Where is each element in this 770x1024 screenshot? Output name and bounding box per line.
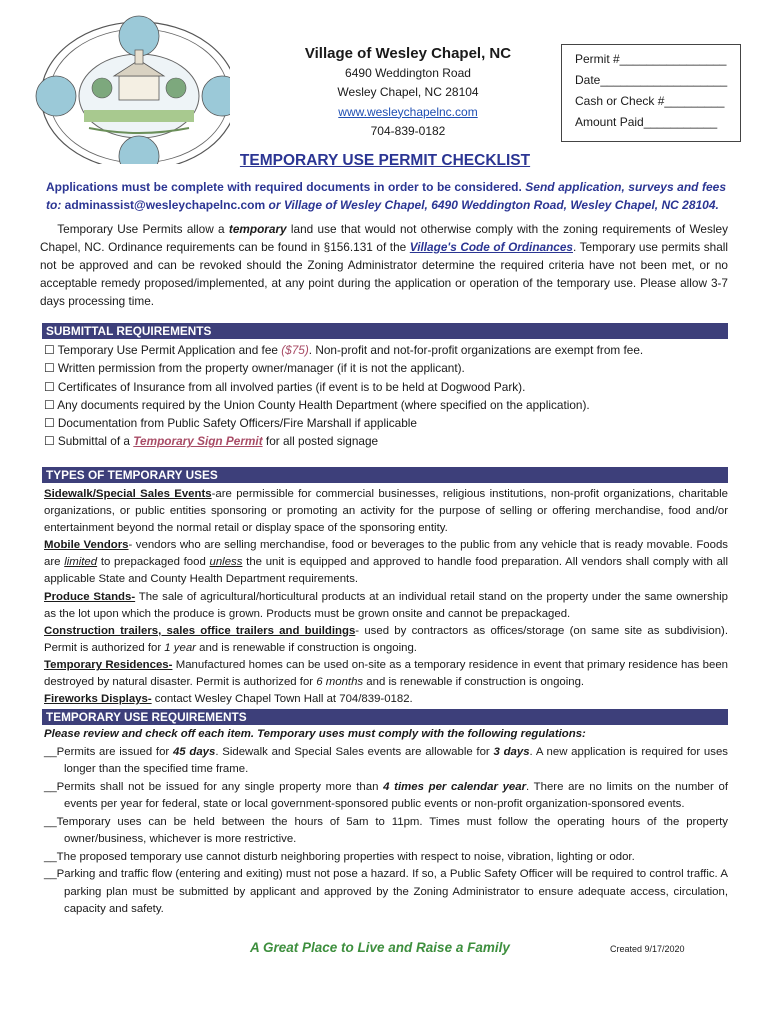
submittal-item-insurance[interactable]: ☐ Certificates of Insurance from all involved parties (if event is to be held at Dogwood Park). [44,379,526,394]
para-temporary: temporary [228,222,287,236]
address-line-2: Wesley Chapel, NC 28104 [337,85,479,99]
instructions-to: to: [46,198,62,212]
phone-number: 704-839-0182 [370,124,446,138]
created-date: Created 9/17/2020 [610,944,685,954]
requirement-disturbance[interactable]: __The proposed temporary use cannot disturb neighboring properties with respect to noise, vibration, lighting or odor. [44,850,635,863]
para-text-3: . Temporary use permits shall not be approved and can be revoked should the Zoning Administrator determine the required criteria have not been met, or no acceptable remedy proposed/implemented, at any point during the application or operation of the temporary use. Please allow 3-7 days processing time. [40,240,729,308]
village-seal-logo [14,14,230,164]
submittal-item-safety-docs[interactable]: ☐ Documentation from Public Safety Officers/Fire Marshall if applicable [44,416,417,431]
code-of-ordinances-link[interactable]: Village's Code of Ordinances [409,240,573,254]
permit-office-box [561,44,741,142]
types-heading: TYPES OF TEMPORARY USES [42,467,728,483]
submittal-item-fee[interactable]: ☐ Temporary Use Permit Application and fee ($75). Non-profit and not-for-profit organizations are exempt from fee. [44,343,644,357]
requirements-lead: Please review and check off each item. Temporary uses must comply with the following regulations: [44,728,586,740]
submittal-item-health-dept[interactable]: ☐ Any documents required by the Union County Health Department (where specified on the application). [44,397,590,412]
email-link[interactable]: adminassist@wesleychapelnc.com [64,198,266,212]
intro-paragraph [40,220,728,310]
requirement-hours[interactable]: __Temporary uses can be held between the hours of 5am to 11pm. Times must follow the operating hours of the property owner/business, whichever is more restrictive. [44,815,728,845]
date-field[interactable]: Date___________________ [575,73,728,87]
amount-paid-field[interactable]: Amount Paid___________ [575,115,718,129]
document-title: TEMPORARY USE PERMIT CHECKLIST [239,152,531,169]
submittal-item-permission[interactable]: ☐ Written permission from the property owner/manager (if it is not the applicant). [44,361,465,376]
requirements-list [44,726,728,919]
para-text-1: Temporary Use Permits allow a [57,222,225,236]
type-sidewalk-sales: Sidewalk/Special Sales Events-are permissible for commercial businesses, religious institutions, non-profit organizations, charitable organizations, or public entities sponsoring or promoting an activity for the purpose of selling or offering merchandise, food and/or entertainment beyond the normal retail or display space of the sponsoring entity. [44,488,728,535]
instructions-text: Applications must be complete with required documents in order to be considered. [46,180,522,194]
para-text-2: land use that would not otherwise comply with the zoning requirements of Wesley Chapel, NC. Ordinance requirements can be found in §156.131 of the [40,222,728,254]
requirement-frequency[interactable]: __Permits shall not be issued for any single property more than 4 times per calendar year. There are no limits on the number of events per year for federal, state or local government-sponsored public events or non-profit organization-sponsored events. [44,780,728,810]
temporary-sign-permit-link[interactable]: Temporary Sign Permit [133,434,263,449]
slogan: A Great Place to Live and Raise a Family [250,940,510,955]
type-mobile-vendors: Mobile Vendors- vendors who are selling merchandise, food or beverages to the public from any vehicle that is ready movable. Foods are limited to prepackaged food unless the unit is equipped and approved to handle food preparation. All vendors shall comply with all applicable State and County Health Department requirements. [44,539,728,586]
instructions-send-text: Send application, surveys and fees [525,180,726,194]
requirement-parking[interactable]: __Parking and traffic flow (entering and exiting) must not pose a hazard. If so, a Public Safety Officer will be required to control traffic. A parking plan must be submitted by applicant and approved by the Zoning Administrator to ensure adequate access, circulation, capacity and safety. [44,868,728,915]
permit-number-field[interactable]: Permit #________________ [575,52,727,66]
address-line-1: 6490 Weddington Road [345,65,471,80]
type-temporary-residences: Temporary Residences- Manufactured homes can be used on-site as a temporary residence in event that primary residence has been destroyed by natural disaster. Permit is authorized for 6 months and is renewable if construction is ongoing. [44,658,728,689]
village-title: Village of Wesley Chapel, NC [304,45,512,62]
submittal-item-sign-permit[interactable]: ☐ Submittal of a Temporary Sign Permit for all posted signage [44,434,379,449]
requirement-duration[interactable]: __Permits are issued for 45 days. Sidewalk and Special Sales events are allowable for 3 days. A new application is required for uses longer than the specified time frame. [44,745,728,775]
cash-check-field[interactable]: Cash or Check #_________ [575,94,725,108]
instructions-address: or Village of Wesley Chapel, 6490 Weddington Road, Wesley Chapel, NC 28104. [268,198,719,212]
submittal-list [44,341,728,451]
header-block [272,44,544,142]
type-construction-trailers: Construction trailers, sales office trailers and buildings- used by contractors as offices/storage (on same site as subdivision). Permit is authorized for 1 year and is renewable if construction is ongoing. [44,624,728,654]
website-link[interactable]: www.wesleychapelnc.com [338,104,478,119]
requirements-heading: TEMPORARY USE REQUIREMENTS [42,709,728,725]
types-list [44,486,728,708]
type-fireworks: Fireworks Displays- contact Wesley Chapel Town Hall at 704/839-0182. [44,693,413,706]
type-produce-stands: Produce Stands- The sale of agricultural/horticultural products at an individual retail stand on the property under the same ownership as the lot upon which the produce is grown. Products must be grown onsite and cannot be prepackaged. [44,590,728,620]
submittal-heading: SUBMITTAL REQUIREMENTS [42,323,728,339]
application-instructions [46,178,726,214]
